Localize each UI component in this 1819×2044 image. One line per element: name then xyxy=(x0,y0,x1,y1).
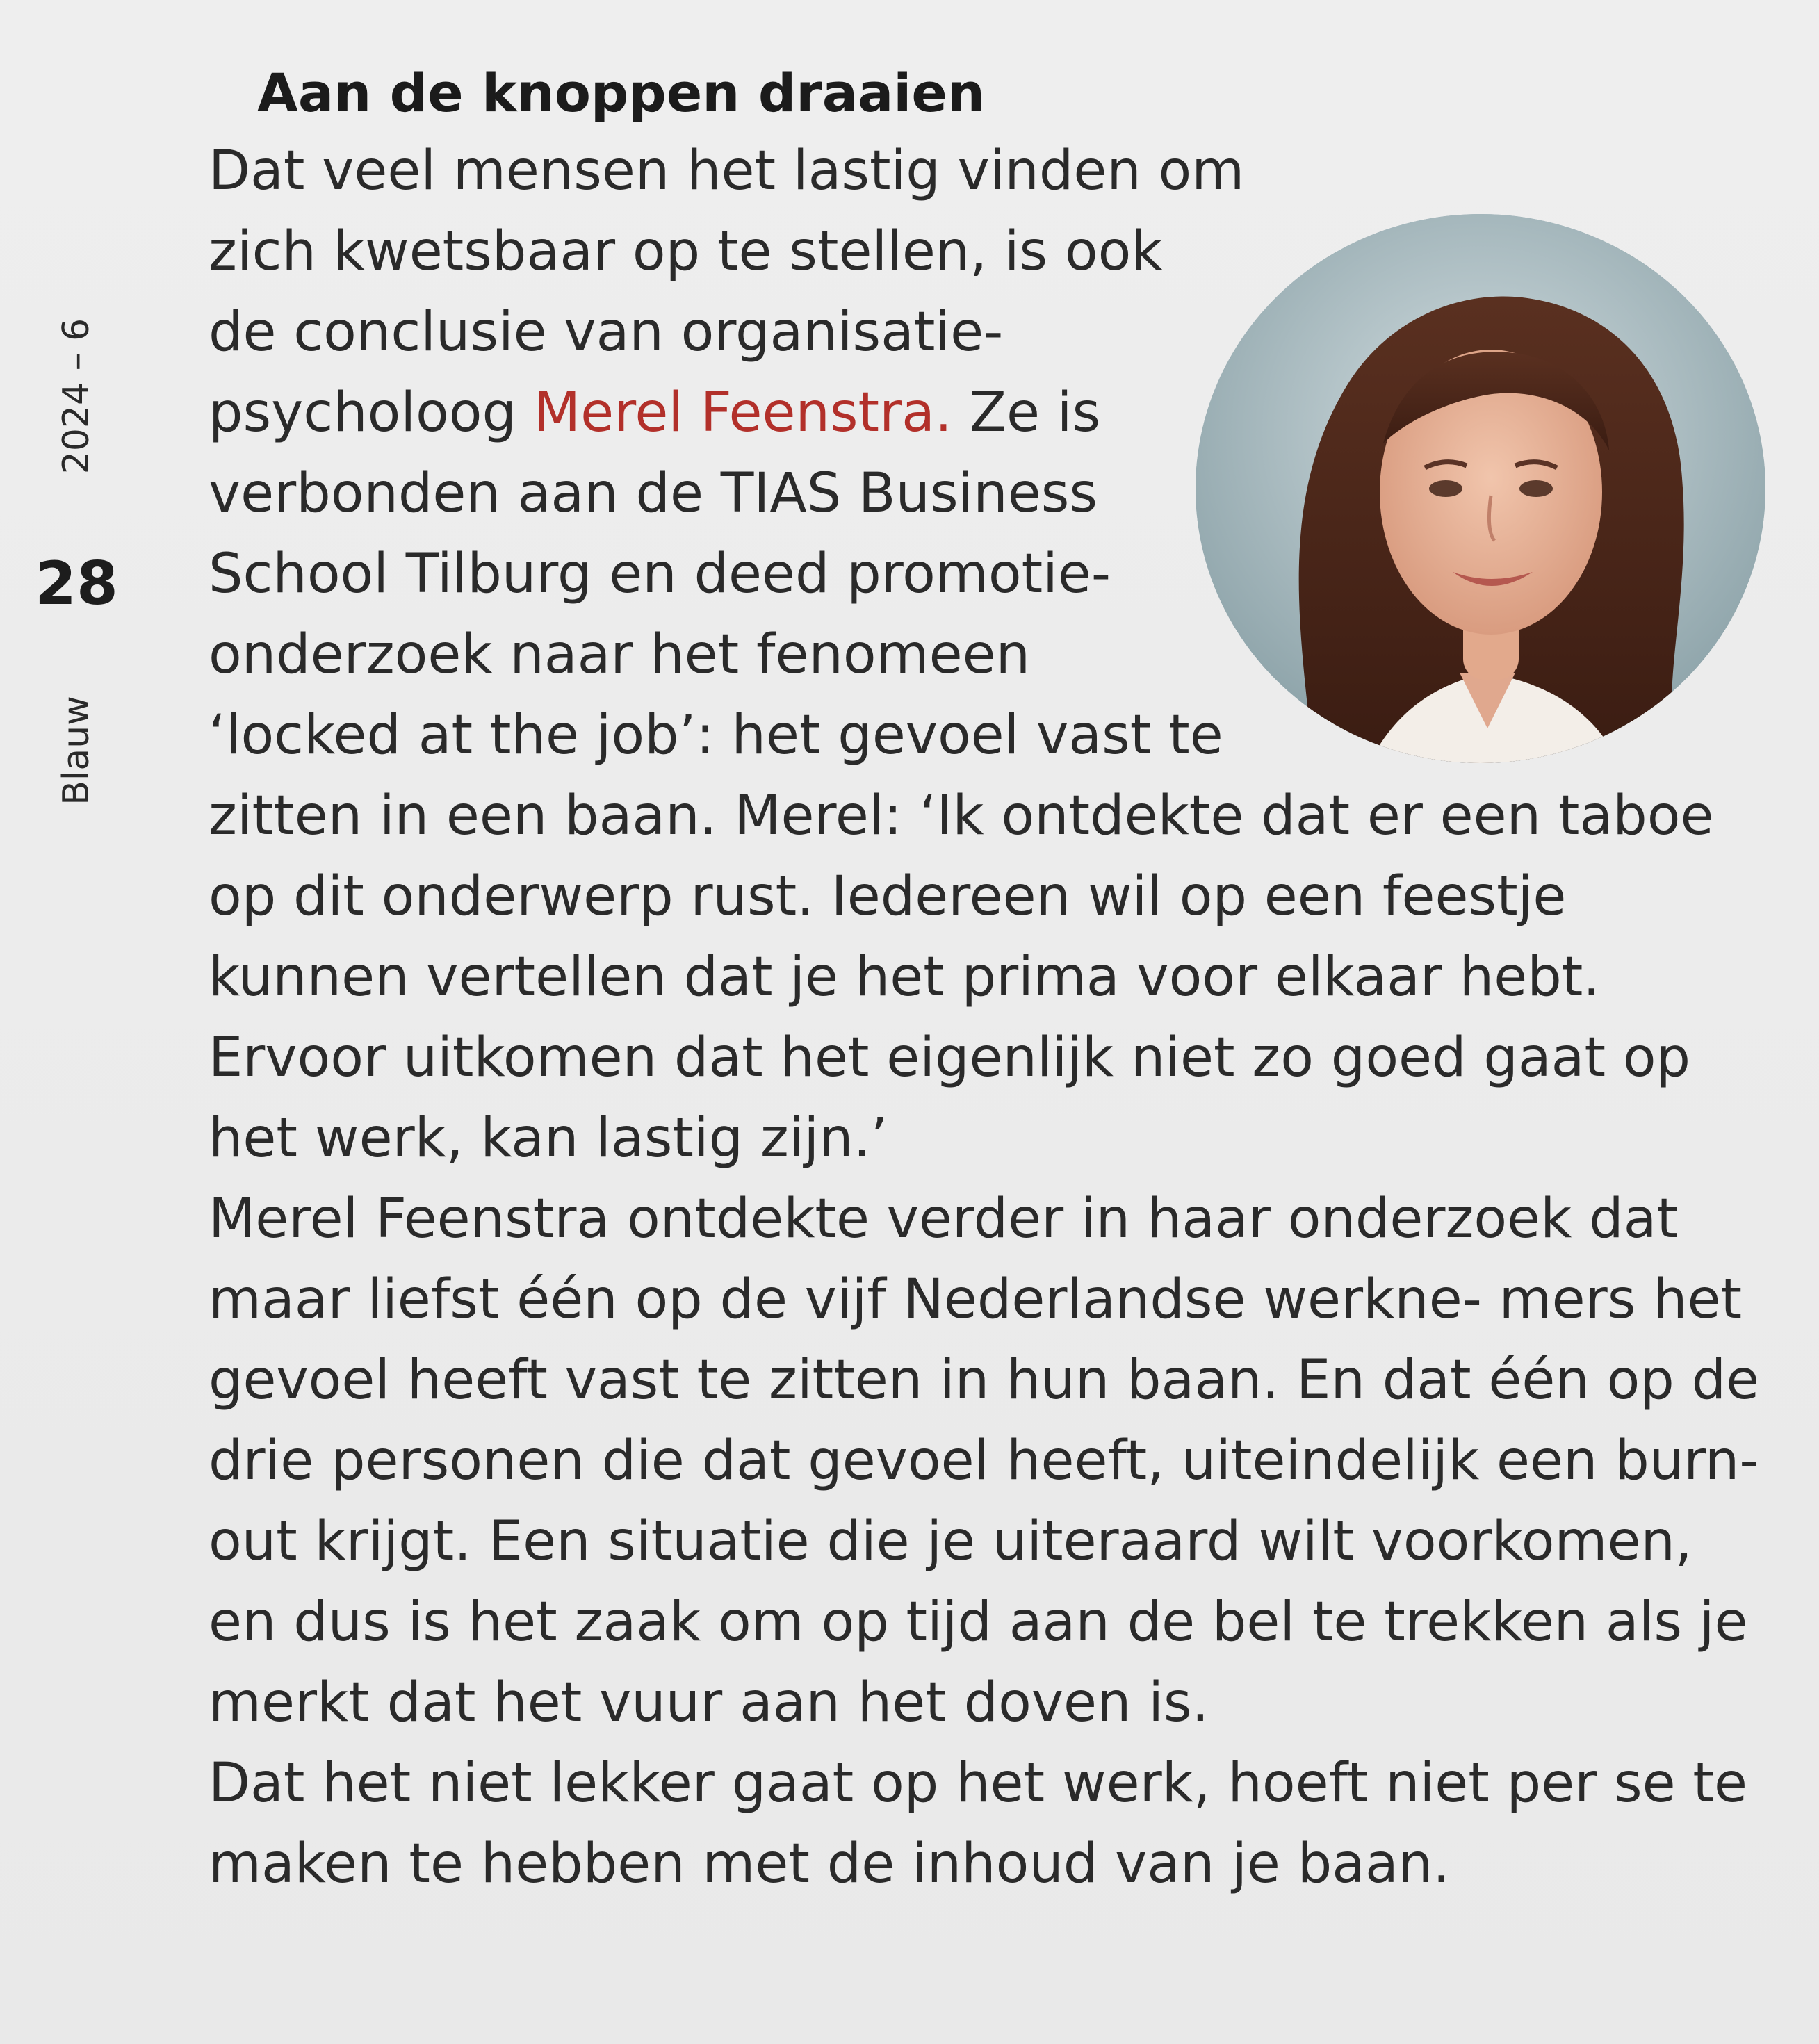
article-paragraph: Dat het niet lekker gaat op het werk, hoeft niet per se te maken te hebben met de inhoud van je baan. xyxy=(209,1752,1747,1895)
page-number: 28 xyxy=(35,549,118,619)
article-body xyxy=(209,56,1765,1904)
magazine-name: Blauw xyxy=(56,696,97,806)
section-heading: Aan de knoppen draaien xyxy=(257,62,986,124)
article-paragraph: Merel Feenstra ontdekte verder in haar onderzoek dat maar liefst één op de vijf Nederlandse werkne- mers het gevoel heeft vast te zitten in hun baan. En dat één op de drie personen die dat gevoel heeft, uiteindelijk een burn-out krijgt. Een situatie die je uiteraard wilt voorkomen, en dus is het zaak om op tijd aan de bel te trekken als je merkt dat het vuur aan het doven is. xyxy=(209,1188,1760,1734)
highlighted-name: Merel Feenstra. xyxy=(533,382,952,444)
issue-label: 2024 – 6 xyxy=(56,318,97,475)
portrait-photo xyxy=(1196,214,1765,763)
paragraph-text: Ze is verbonden aan de TIAS Business School Tilburg en deed promotie- onderzoek naar het fenomeen ‘locked at the job’: het gevoel vast te zitten in een baan. Merel: ‘Ik ontdekte dat er een taboe op dit onderwerp rust. Iedereen wil op een feestje kunnen vertellen dat je het prima voor elkaar hebt. Ervoor uitkomen dat het eigenlijk niet zo goed gaat op het werk, kan lastig zijn.’ xyxy=(209,382,1714,1170)
paragraph-text: Dat veel mensen het lastig vinden om zich kwetsbaar op te stellen, is ook de conclusie van organisatie- psycholoog xyxy=(209,140,1245,444)
portrait-illustration xyxy=(1196,214,1765,763)
page-margin xyxy=(28,264,125,806)
